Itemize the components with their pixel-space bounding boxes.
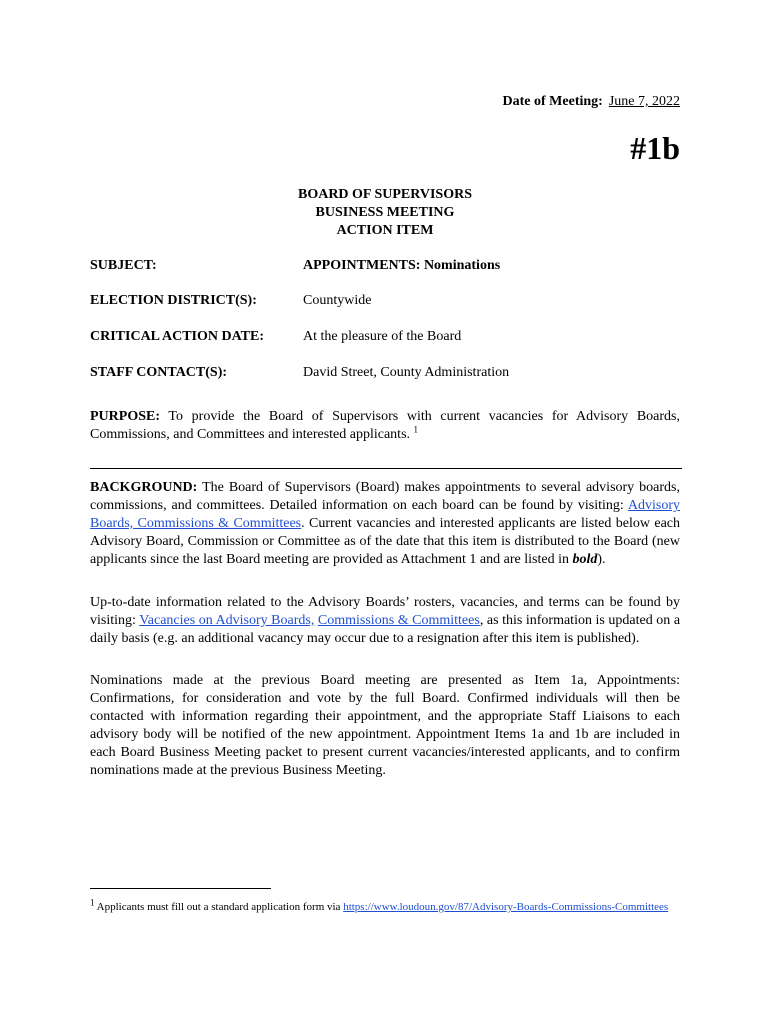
rosters-text-cont: , as this information is updated on a daily basis (e.g. an additional vacancy may occur due to a resignation after this item is published). (90, 613, 681, 646)
rosters-text: Up-to-date information related to the Advisory Boards’ rosters, vacancies, and terms can be found by visiting: (90, 595, 680, 628)
meeting-date-line (503, 94, 680, 110)
section-divider (90, 468, 682, 469)
background-paragraph (90, 479, 680, 569)
subject-label: SUBJECT: (90, 258, 157, 273)
footnote-text: Applicants must fill out a standard application form via (96, 901, 341, 913)
background-text: The Board of Supervisors (Board) makes appointments to several advisory boards, commissions, and committees. Detailed information on each board can be found by visiting: (90, 480, 680, 513)
heading-line-1: BOARD OF SUPERVISORS (297, 187, 472, 202)
document-heading (0, 186, 770, 240)
critical-action-date-label: CRITICAL ACTION DATE: (90, 329, 264, 344)
nominations-paragraph: Nominations made at the previous Board meeting are presented as Item 1a, Appointments: Confirmations, for consideration and vote by the full Board. Confirmed individuals will then be contacted with information regarding their appointment, and the appropriate Staff Liaisons to each advisory body will be notified of the new appointment. Appointment Items 1a and 1b are included in each Board Business Meeting packet to present current vacancies/interested applicants, and to confirm nominations made at the previous Business Meeting. (90, 673, 680, 778)
meeting-date-value: June 7, 2022 (608, 94, 680, 109)
background-label: BACKGROUND: (90, 480, 198, 495)
staff-contact-label: STAFF CONTACT(S): (90, 365, 228, 380)
staff-contact-value: David Street, County Administration (303, 365, 510, 380)
bold-word: bold (572, 552, 598, 567)
critical-action-date-value: At the pleasure of the Board (303, 329, 462, 344)
footnote-reference: 1 (413, 424, 419, 435)
footnote-number: 1 (90, 897, 95, 908)
purpose-paragraph (90, 408, 680, 444)
background-text-end: ). (597, 552, 606, 567)
rosters-paragraph (90, 594, 680, 648)
heading-line-2: BUSINESS MEETING (315, 205, 455, 220)
election-district-label: ELECTION DISTRICT(S): (90, 293, 257, 308)
subject-value: APPOINTMENTS: Nominations (303, 258, 501, 273)
advisory-boards-link[interactable]: Advisory Boards, Commissions & Committees (90, 498, 680, 531)
purpose-text: To provide the Board of Supervisors with current vacancies for Advisory Boards, Commissions, and Committees and interested applicants. (90, 409, 680, 442)
heading-line-3: ACTION ITEM (336, 223, 434, 238)
meeting-date-label: Date of Meeting: (502, 94, 603, 109)
vacancies-link[interactable]: Vacancies on Advisory Boards, (139, 613, 315, 628)
item-number: #1b (630, 130, 680, 166)
footnote (90, 897, 680, 915)
election-district-value: Countywide (303, 293, 372, 308)
purpose-label: PURPOSE: (90, 409, 160, 424)
footnote-link[interactable]: https://www.loudoun.gov/87/Advisory-Boards-Commissions-Committees (343, 901, 669, 913)
footnote-divider (90, 888, 271, 889)
commissions-committees-link[interactable]: Commissions & Committees (317, 613, 480, 628)
background-text-cont: . Current vacancies and interested applicants are listed below each Advisory Board, Commission or Committee as of the date that this item is distributed to the Board (new applicants since the last Board meeting are provided as Attachment 1 and are listed in (90, 516, 680, 567)
